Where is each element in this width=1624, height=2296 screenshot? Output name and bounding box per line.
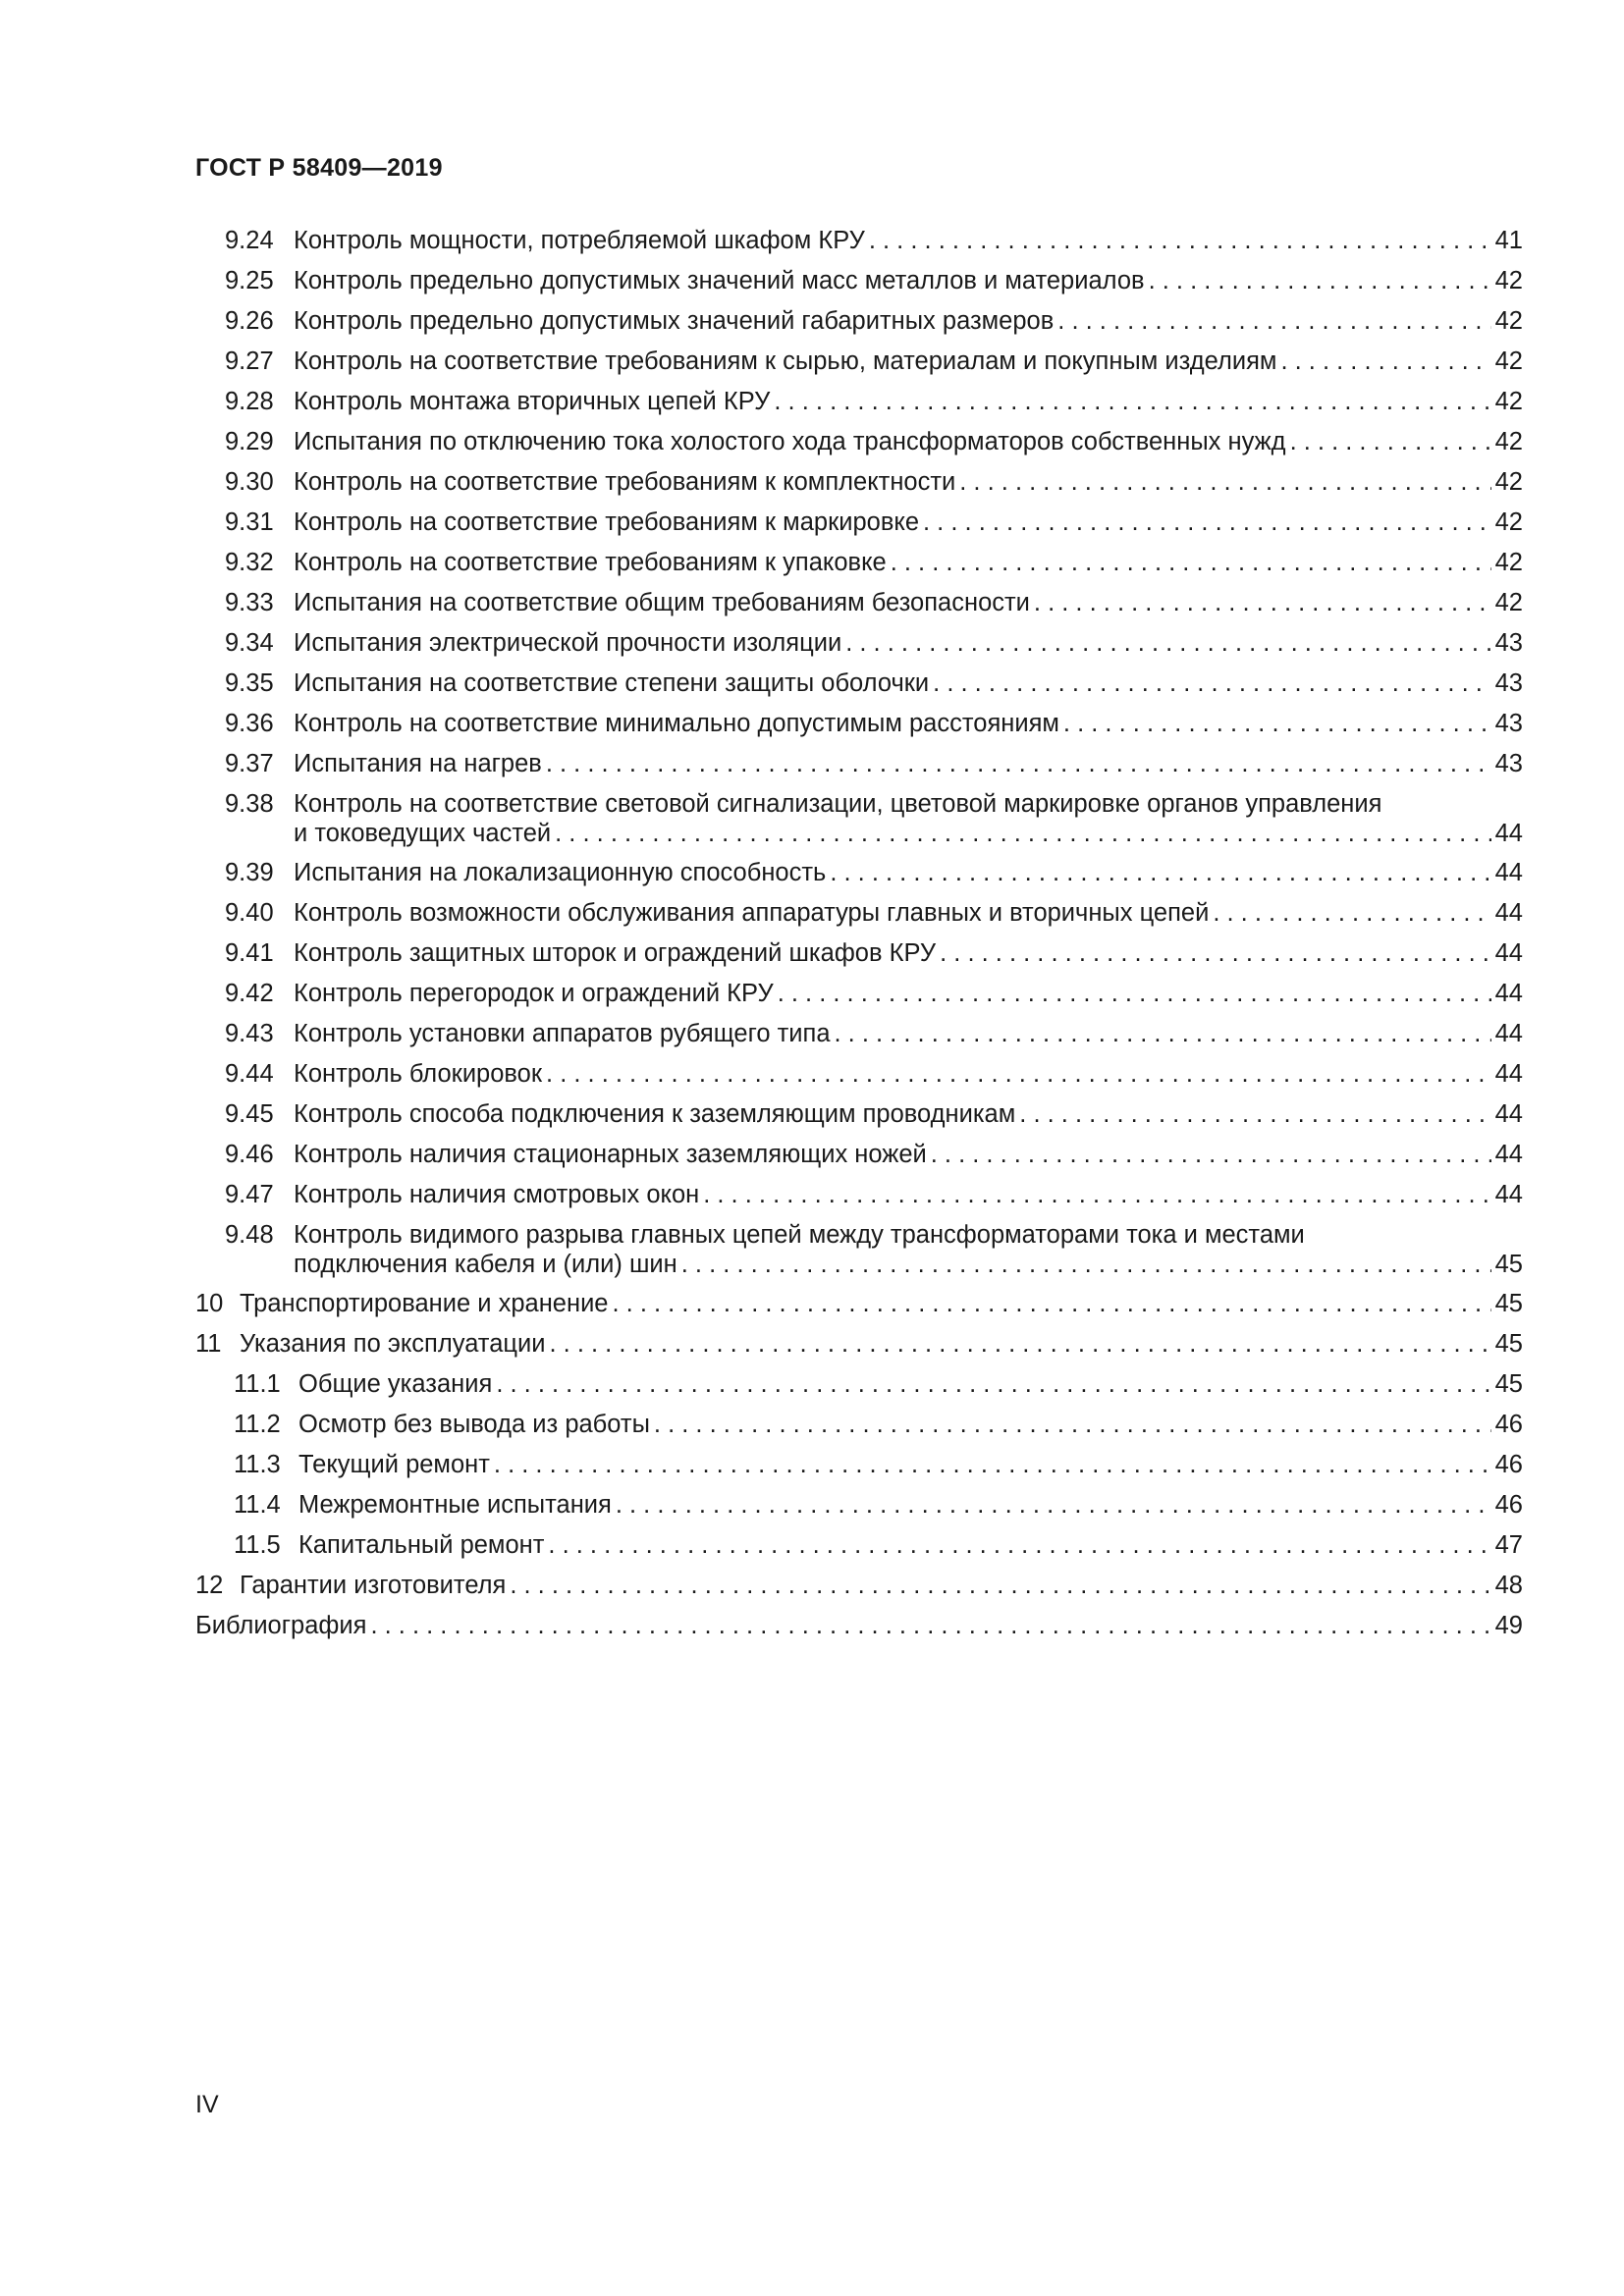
toc-entry-title: Испытания электрической прочности изоляции <box>294 629 842 657</box>
toc-entry-title: Контроль наличия смотровых окон <box>294 1181 700 1208</box>
toc-entry-page: 42 <box>1494 347 1523 375</box>
toc-entry-title: Испытания на соответствие общим требованиям безопасности <box>294 589 1030 616</box>
toc-entry-number: 11.1 <box>234 1370 281 1398</box>
toc-leader-dots <box>494 1450 1491 1479</box>
toc-entry[interactable] <box>195 1329 1523 1359</box>
page-number: IV <box>195 2091 219 2118</box>
toc-entry-page: 46 <box>1494 1411 1523 1438</box>
toc-entry-page: 43 <box>1494 710 1523 737</box>
toc-entry-page: 45 <box>1494 1290 1523 1317</box>
toc-leader-dots <box>613 1289 1491 1318</box>
toc-entry-title: Контроль блокировок <box>294 1060 543 1088</box>
toc-entry-title: Контроль способа подключения к заземляющим проводникам <box>294 1100 1016 1128</box>
toc-entry-title: Контроль мощности, потребляемой шкафом КРУ <box>294 227 865 254</box>
toc-entry-number: 9.38 <box>225 790 274 818</box>
toc-leader-dots <box>681 1250 1491 1279</box>
toc-entry-title: Испытания на локализационную способность <box>294 859 827 886</box>
toc-leader-dots <box>1063 709 1491 738</box>
toc-entry[interactable] <box>195 1571 1523 1600</box>
toc-entry-number: 9.32 <box>225 549 274 576</box>
toc-entry-title: Указания по эксплуатации <box>240 1330 546 1358</box>
toc-entry-number: 9.44 <box>225 1060 274 1088</box>
toc-leader-dots <box>835 1019 1491 1048</box>
toc-entry-page: 43 <box>1494 750 1523 777</box>
toc-entry-page: 45 <box>1494 1370 1523 1398</box>
toc-entry-number: 11 <box>195 1330 222 1358</box>
toc-entry-number: 9.42 <box>225 980 274 1007</box>
toc-entry-number: 9.31 <box>225 508 274 536</box>
toc-entry-title-continued: и токоведущих частей <box>294 820 552 847</box>
toc-entry-page: 44 <box>1494 939 1523 967</box>
toc-entry-title: Испытания на нагрев <box>294 750 542 777</box>
toc-entry[interactable] <box>195 1140 1523 1169</box>
toc-entry-title: Контроль на соответствие минимально допустимым расстояниям <box>294 710 1059 737</box>
toc-entry-number: 9.25 <box>225 267 274 294</box>
toc-entry-number: 9.24 <box>225 227 274 254</box>
toc-entry-number: 9.37 <box>225 750 274 777</box>
toc-entry-title: Контроль видимого разрыва главных цепей между трансформаторами тока и местами <box>294 1221 1305 1249</box>
toc-entry-page: 45 <box>1494 1330 1523 1358</box>
toc-leader-dots <box>774 387 1490 416</box>
toc-entry-number: 9.35 <box>225 669 274 697</box>
toc-entry-page: 44 <box>1494 820 1523 847</box>
toc-entry[interactable] <box>195 1220 1523 1279</box>
toc-leader-dots <box>549 1329 1490 1359</box>
toc-entry-number: 12 <box>195 1572 224 1599</box>
toc-leader-dots <box>923 507 1491 537</box>
toc-entry-page: 42 <box>1494 549 1523 576</box>
toc-entry-page: 42 <box>1494 428 1523 455</box>
toc-entry[interactable] <box>195 668 1523 698</box>
toc-entry-title: Контроль предельно допустимых значений масс металлов и материалов <box>294 267 1145 294</box>
toc-entry-number: 9.33 <box>225 589 274 616</box>
toc-leader-dots <box>1057 306 1490 336</box>
toc-entry-title: Испытания по отключению тока холостого хода трансформаторов собственных нужд <box>294 428 1286 455</box>
toc-entry-title: Текущий ремонт <box>298 1451 490 1478</box>
toc-entry-page: 44 <box>1494 1060 1523 1088</box>
toc-entry-page: 43 <box>1494 669 1523 697</box>
toc-entry-number: 9.43 <box>225 1020 274 1047</box>
toc-entry-number: 9.45 <box>225 1100 274 1128</box>
toc-entry[interactable] <box>195 427 1523 456</box>
toc-leader-dots <box>891 548 1491 577</box>
toc-entry-number: 11.3 <box>234 1451 281 1478</box>
toc-entry-number: 10 <box>195 1290 224 1317</box>
toc-entry-page: 44 <box>1494 899 1523 927</box>
toc-entry-title: Контроль защитных шторок и ограждений шкафов КРУ <box>294 939 937 967</box>
toc-entry[interactable] <box>195 898 1523 928</box>
toc-entry-title: Осмотр без вывода из работы <box>298 1411 650 1438</box>
toc-entry-page: 44 <box>1494 859 1523 886</box>
toc-entry[interactable] <box>195 709 1523 738</box>
toc-entry-title: Межремонтные испытания <box>298 1491 612 1519</box>
toc-entry-number: 11.4 <box>234 1491 281 1519</box>
toc-entry-page: 46 <box>1494 1451 1523 1478</box>
toc-entry-page: 42 <box>1494 468 1523 496</box>
toc-entry-number: 9.26 <box>225 307 274 335</box>
toc-entry[interactable] <box>195 938 1523 968</box>
toc-entry-number: 9.48 <box>225 1221 274 1249</box>
toc-entry-title: Контроль возможности обслуживания аппаратуры главных и вторичных цепей <box>294 899 1210 927</box>
toc-entry-title: Контроль установки аппаратов рубящего типа <box>294 1020 831 1047</box>
toc-entry-title: Контроль монтажа вторичных цепей КРУ <box>294 388 771 415</box>
toc-entry-page: 42 <box>1494 267 1523 294</box>
toc-entry[interactable] <box>195 1289 1523 1318</box>
toc-entry[interactable] <box>195 266 1523 295</box>
toc-entry-page: 44 <box>1494 980 1523 1007</box>
toc-entry-number: 9.39 <box>225 859 274 886</box>
toc-entry-number: 9.30 <box>225 468 274 496</box>
toc-entry[interactable] <box>195 387 1523 416</box>
toc-entry-number: 9.40 <box>225 899 274 927</box>
table-of-contents <box>195 226 1523 1651</box>
toc-entry-title: Гарантии изготовителя <box>240 1572 507 1599</box>
toc-entry-title: Контроль на соответствие требованиям к маркировке <box>294 508 920 536</box>
toc-entry-page: 42 <box>1494 508 1523 536</box>
toc-leader-dots <box>548 1530 1490 1560</box>
toc-leader-dots <box>1034 588 1491 617</box>
toc-entry-number: 9.41 <box>225 939 274 967</box>
toc-entry-title: Контроль предельно допустимых значений габаритных размеров <box>294 307 1055 335</box>
toc-entry[interactable] <box>195 1059 1523 1089</box>
toc-entry-page: 41 <box>1494 227 1523 254</box>
toc-entry-page: 44 <box>1494 1020 1523 1047</box>
toc-entry[interactable] <box>195 1611 1523 1640</box>
toc-leader-dots <box>933 668 1490 698</box>
toc-entry-page: 43 <box>1494 629 1523 657</box>
toc-entry[interactable] <box>195 306 1523 336</box>
toc-entry-title: Контроль на соответствие требованиям к сырью, материалам и покупным изделиям <box>294 347 1277 375</box>
toc-entry-page: 44 <box>1494 1100 1523 1128</box>
toc-entry[interactable] <box>195 1180 1523 1209</box>
toc-entry[interactable] <box>195 789 1523 848</box>
toc-entry-number: 9.29 <box>225 428 274 455</box>
toc-entry-page: 47 <box>1494 1531 1523 1559</box>
toc-entry-title: Общие указания <box>298 1370 493 1398</box>
toc-leader-dots <box>869 226 1491 255</box>
toc-entry-number: 11.2 <box>234 1411 281 1438</box>
toc-leader-dots <box>959 467 1490 497</box>
toc-entry-page: 42 <box>1494 388 1523 415</box>
toc-entry-number: 9.28 <box>225 388 274 415</box>
toc-entry-title: Контроль на соответствие световой сигнализации, цветовой маркировке органов управления <box>294 790 1382 818</box>
toc-entry[interactable] <box>195 347 1523 376</box>
toc-leader-dots <box>1290 427 1491 456</box>
toc-entry[interactable] <box>195 588 1523 617</box>
toc-entry[interactable] <box>195 749 1523 778</box>
toc-leader-dots <box>370 1611 1490 1640</box>
toc-entry-number: 9.34 <box>225 629 274 657</box>
toc-entry-title: Капитальный ремонт <box>298 1531 545 1559</box>
toc-entry-title: Испытания на соответствие степени защиты оболочки <box>294 669 930 697</box>
toc-leader-dots <box>1280 347 1490 376</box>
toc-entry[interactable] <box>195 858 1523 887</box>
toc-leader-dots <box>845 628 1490 658</box>
toc-leader-dots <box>931 1140 1491 1169</box>
toc-entry-number: 9.36 <box>225 710 274 737</box>
toc-leader-dots <box>1213 898 1490 928</box>
toc-leader-dots <box>703 1180 1490 1209</box>
toc-leader-dots <box>616 1490 1491 1520</box>
toc-entry-title: Библиография <box>195 1612 367 1639</box>
toc-entry[interactable] <box>195 1410 1523 1439</box>
toc-leader-dots <box>940 938 1491 968</box>
toc-entry-title: Контроль на соответствие требованиям к комплектности <box>294 468 956 496</box>
toc-entry-page: 42 <box>1494 307 1523 335</box>
toc-entry[interactable] <box>195 507 1523 537</box>
toc-leader-dots <box>546 1059 1491 1089</box>
toc-entry[interactable] <box>195 1530 1523 1560</box>
toc-entry-title: Транспортирование и хранение <box>240 1290 609 1317</box>
toc-entry[interactable] <box>195 1450 1523 1479</box>
toc-entry-title: Контроль наличия стационарных заземляющих ножей <box>294 1141 927 1168</box>
toc-leader-dots <box>830 858 1490 887</box>
toc-entry-page: 45 <box>1494 1251 1523 1278</box>
document-header: ГОСТ Р 58409—2019 <box>195 154 443 182</box>
toc-entry[interactable] <box>195 1019 1523 1048</box>
toc-entry[interactable] <box>195 979 1523 1008</box>
toc-entry-title-continued: подключения кабеля и (или) шин <box>294 1251 677 1278</box>
toc-entry-number: 11.5 <box>234 1531 281 1559</box>
toc-leader-dots <box>654 1410 1491 1439</box>
toc-entry[interactable] <box>195 467 1523 497</box>
toc-leader-dots <box>496 1369 1490 1399</box>
toc-entry[interactable] <box>195 548 1523 577</box>
toc-leader-dots <box>778 979 1491 1008</box>
toc-entry-page: 44 <box>1494 1181 1523 1208</box>
toc-entry-page: 42 <box>1494 589 1523 616</box>
toc-leader-dots <box>510 1571 1490 1600</box>
toc-leader-dots <box>546 749 1491 778</box>
toc-entry-number: 9.46 <box>225 1141 274 1168</box>
toc-entry[interactable] <box>195 1369 1523 1399</box>
toc-entry-number: 9.27 <box>225 347 274 375</box>
toc-entry[interactable] <box>195 1490 1523 1520</box>
toc-entry-title: Контроль перегородок и ограждений КРУ <box>294 980 774 1007</box>
toc-leader-dots <box>1149 266 1491 295</box>
toc-entry-number: 9.47 <box>225 1181 274 1208</box>
toc-leader-dots <box>1019 1099 1490 1129</box>
toc-leader-dots <box>555 819 1490 848</box>
toc-entry[interactable] <box>195 628 1523 658</box>
toc-entry[interactable] <box>195 1099 1523 1129</box>
toc-entry[interactable] <box>195 226 1523 255</box>
toc-entry-title: Контроль на соответствие требованиям к упаковке <box>294 549 887 576</box>
toc-entry-page: 46 <box>1494 1491 1523 1519</box>
toc-entry-page: 48 <box>1494 1572 1523 1599</box>
toc-entry-page: 49 <box>1494 1612 1523 1639</box>
toc-entry-page: 44 <box>1494 1141 1523 1168</box>
